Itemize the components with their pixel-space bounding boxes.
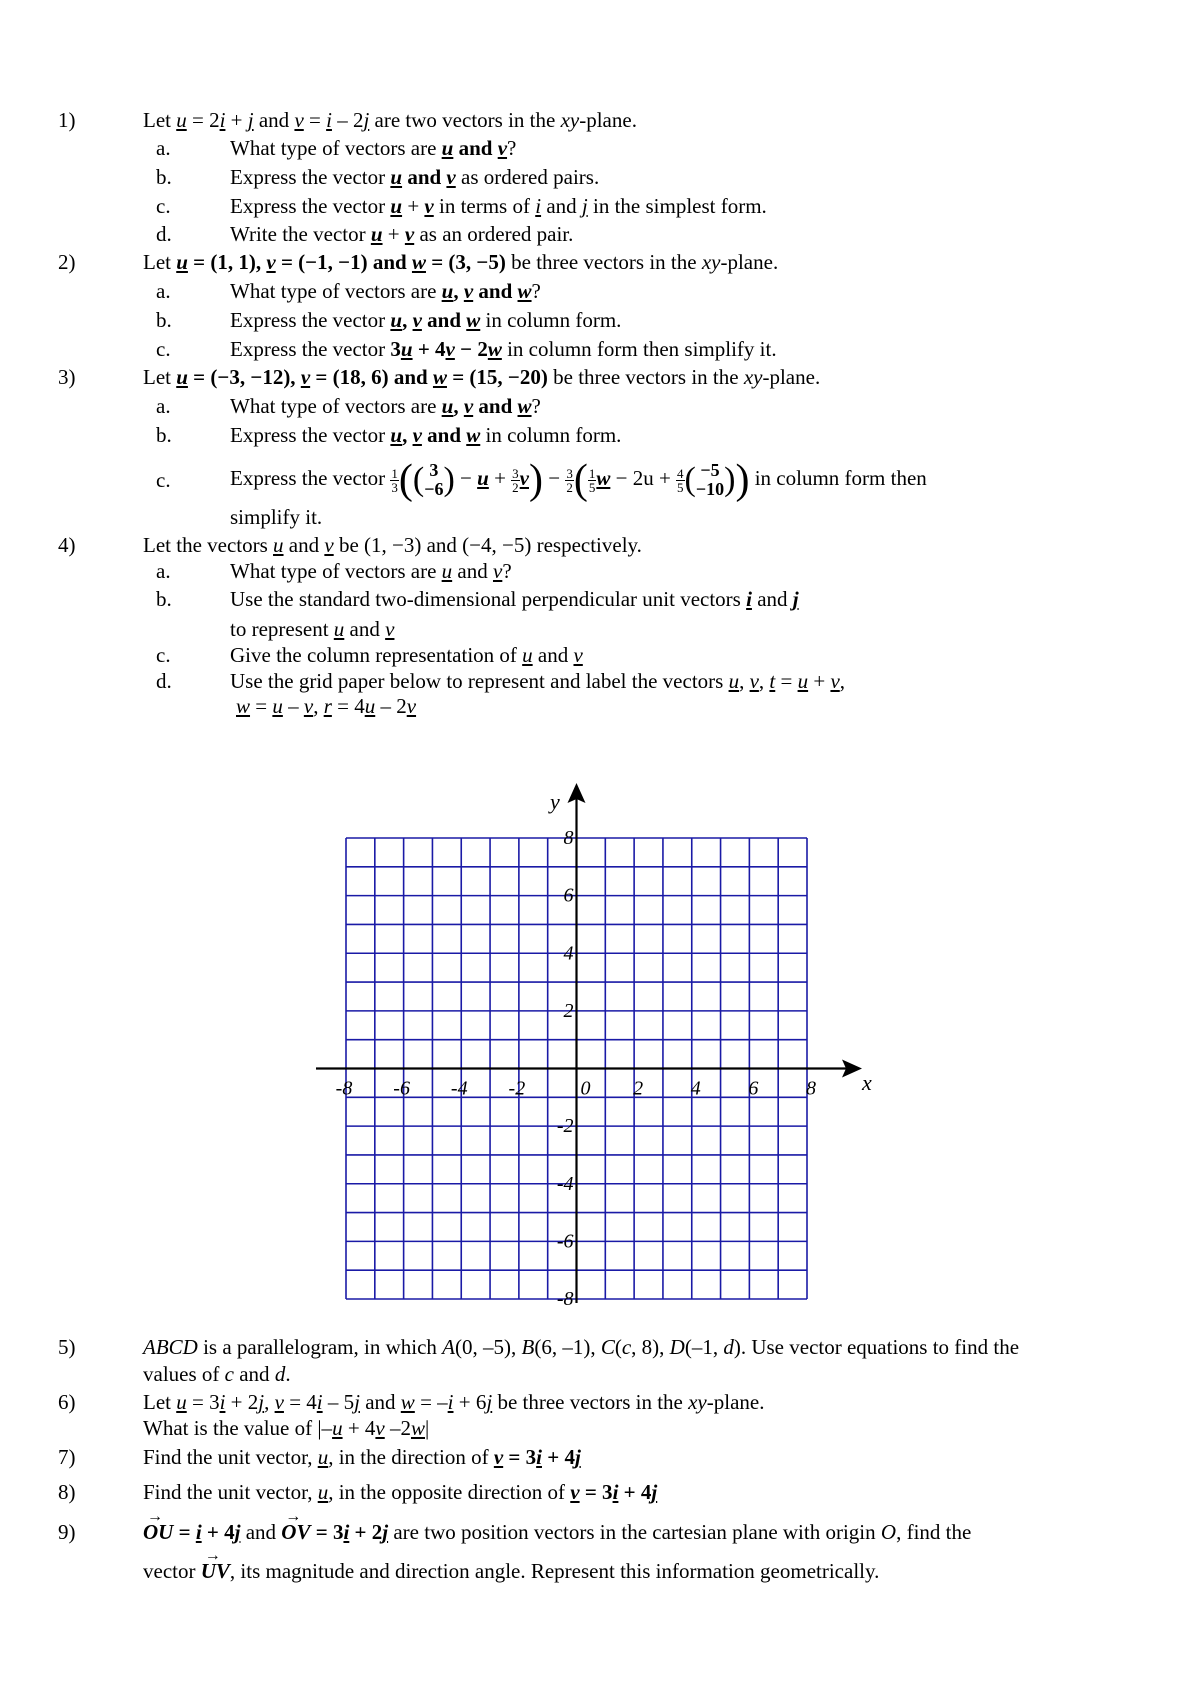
q1b-text: Express the vector u and v as ordered pairs. — [230, 165, 600, 189]
q9-continuation: vector → UV, its magnitude and direction angle. Represent this information geometrically. — [143, 1558, 879, 1584]
y-tick-label: -8 — [556, 1288, 574, 1310]
q1c-text: Express the vector u + v in terms of i and j in the simplest form. — [230, 194, 767, 218]
q5-text: ABCD is a parallelogram, in which A(0, –5), B(6, –1), C(c, 8), D(–1, d). Use vector equations to find the — [143, 1335, 1020, 1359]
q8-text: Find the unit vector, u, in the opposite direction of v = 3i + 4j — [143, 1480, 658, 1504]
q4c-label: c. — [156, 643, 171, 667]
q2-number: 2) — [58, 250, 76, 274]
vector-uv: → UV — [201, 1558, 230, 1584]
vector-ov: → OV — [281, 1519, 310, 1545]
q6-number: 6) — [58, 1390, 76, 1414]
q3b-label: b. — [156, 423, 172, 447]
q9-text: → OU = i + 4j and → OV = 3i + 2j are two position vectors in the cartesian plane with origin O, find the — [143, 1519, 971, 1545]
x-tick-label: -2 — [508, 1077, 526, 1100]
y-tick-label: -4 — [556, 1172, 574, 1195]
q4c-text: Give the column representation of u and v — [230, 643, 583, 667]
x-tick-label: 6 — [748, 1077, 759, 1100]
x-tick-label: 4 — [690, 1077, 701, 1100]
y-tick-label: -2 — [556, 1115, 574, 1138]
q3a-text: What type of vectors are u, v and w? — [230, 394, 541, 418]
q2a-text: What type of vectors are u, v and w? — [230, 279, 541, 303]
q4b-label: b. — [156, 587, 172, 611]
q1a-text: What type of vectors are u and v? — [230, 136, 517, 160]
q5-continuation: values of c and d. — [143, 1362, 291, 1386]
q3-stem: Let u = (−3, −12), v = (18, 6) and w = (15, −20) be three vectors in the xy-plane. — [143, 365, 821, 389]
x-tick-label: 2 — [633, 1077, 644, 1100]
q1b-label: b. — [156, 165, 172, 189]
y-tick-label: 8 — [563, 827, 574, 849]
q4b-text: Use the standard two-dimensional perpendicular unit vectors i and j — [230, 587, 799, 611]
fraction-one-third: $\frac{1}{3}$ — [391, 465, 398, 495]
q4-stem: Let the vectors u and v be (1, −3) and (−4, −5) respectively. — [143, 533, 642, 557]
q1-stem: Let u = 2i + j and v = i – 2j are two vectors in the xy-plane. — [143, 108, 637, 132]
q4d-continuation: w = u – v, r = 4u – 2v — [236, 694, 417, 718]
q6-stem: Let u = 3i + 2j, v = 4i – 5j and w = –i + 6j be three vectors in the xy-plane. — [143, 1390, 765, 1414]
q7-number: 7) — [58, 1445, 76, 1469]
y-tick-label: -6 — [556, 1230, 574, 1253]
q3-number: 3) — [58, 365, 76, 389]
q1-number: 1) — [58, 108, 76, 132]
vector-ou: → OU — [143, 1519, 173, 1545]
q2-stem: Let u = (1, 1), v = (−1, −1) and w = (3, −5) be three vectors in the xy-plane. — [143, 250, 779, 274]
q6-question: What is the value of |–u + 4v –2w| — [143, 1416, 430, 1440]
q2b-label: b. — [156, 308, 172, 332]
x-tick-label: -8 — [335, 1077, 353, 1100]
q4d-label: d. — [156, 669, 172, 693]
x-tick-label: 0 — [580, 1077, 591, 1100]
y-tick-label: 6 — [563, 884, 574, 907]
x-tick-label: 8 — [806, 1077, 816, 1100]
x-tick-label: -4 — [450, 1077, 468, 1100]
q7-text: Find the unit vector, u, in the direction of v = 3i + 4j — [143, 1445, 581, 1469]
x-tick-label: -6 — [393, 1077, 410, 1100]
axes — [316, 783, 862, 1303]
q5-number: 5) — [58, 1335, 76, 1359]
q1c-label: c. — [156, 194, 171, 218]
y-axis-label: y — [550, 789, 560, 814]
y-tick-label: 2 — [563, 999, 574, 1022]
column-vector-2: −5 −10 — [695, 460, 725, 500]
q4b-continuation: to represent u and v — [230, 617, 395, 641]
q1d-label: d. — [156, 222, 172, 246]
q3c-expression: Express the vector $\frac{1}{3}$ (( 3 −6 ) − u + $\frac{3}{2}$ v) − $\frac{3}{2}$ ( $\frac{1}{5}$ w − 2u + $\frac{4}{5}$ ( −5 −10 )) in column form then — [230, 457, 927, 504]
q4d-text: Use the grid paper below to represent and label the vectors u, v, t = u + v, — [230, 669, 846, 693]
q1a-label: a. — [156, 136, 171, 160]
q4a-label: a. — [156, 559, 171, 583]
q3a-label: a. — [156, 394, 171, 418]
x-axis-label: x — [862, 1070, 872, 1095]
y-tick-label: 4 — [563, 942, 574, 965]
q2c-label: c. — [156, 337, 171, 361]
q2c-text: Express the vector 3u + 4v − 2w in column form then simplify it. — [230, 337, 777, 361]
q8-number: 8) — [58, 1480, 76, 1504]
q3c-label: c. — [156, 468, 171, 492]
q4a-text: What type of vectors are u and v? — [230, 559, 512, 583]
q9-number: 9) — [58, 1520, 76, 1544]
q3c-continuation: simplify it. — [230, 505, 323, 529]
q4-number: 4) — [58, 533, 76, 557]
q1d-text: Write the vector u + v as an ordered pair. — [230, 222, 574, 246]
q3b-text: Express the vector u, v and w in column form. — [230, 423, 622, 447]
q2b-text: Express the vector u, v and w in column form. — [230, 308, 622, 332]
q2a-label: a. — [156, 279, 171, 303]
column-vector-1: 3 −6 — [424, 460, 444, 500]
